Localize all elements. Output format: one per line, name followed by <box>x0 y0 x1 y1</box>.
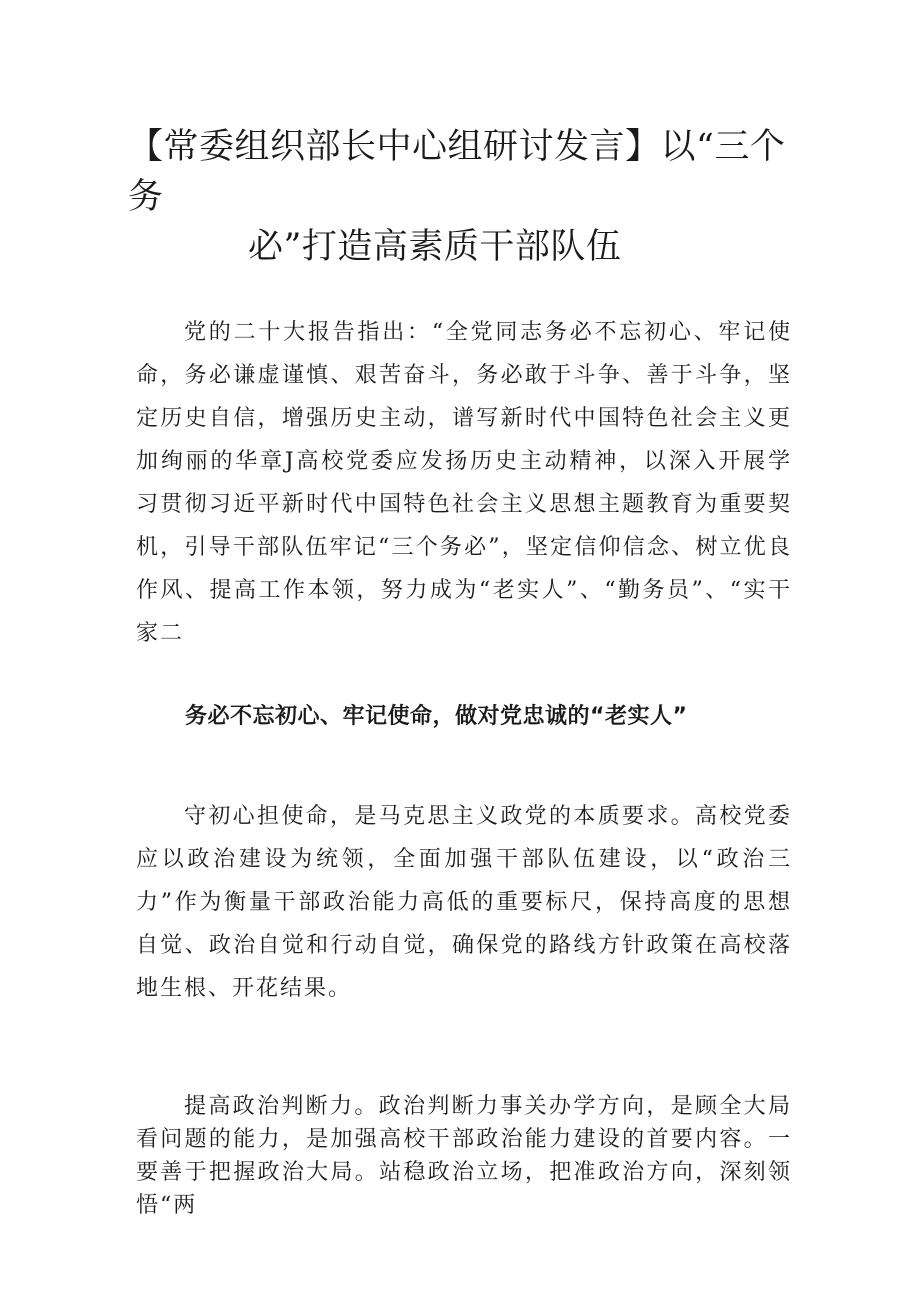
section-heading: 务必不忘初心、牢记使命，做对党忠诚的“老实人” <box>185 704 688 729</box>
document-title <box>128 122 808 272</box>
title-line-2: 必”打造高素质干部队伍 <box>248 227 622 267</box>
paragraph-intro: 党的二十大报告指出：“全党同志务必不忘初心、牢记使命，务必谦虚谨慎、艰苦奋斗，务必敢于斗争、善于斗争，坚定历史自信，增强历史主动，谱写新时代中国特色社会主义更加绚丽的华章J高校党委应发扬历史主动精神，以深入开展学习贯彻习近平新时代中国特色社会主义思想主题教育为重要契机，引导干部队伍牢记“三个务必”，坚定信仰信念、树立优良作风、提高工作本领，努力成为“老实人”、“勤务员”、“实干家二 <box>136 320 792 646</box>
paragraph-mission: 守初心担使命，是马克思主义政党的本质要求。高校党委应以政治建设为统领，全面加强干部队伍建设，以“政治三力”作为衡量干部政治能力高低的重要标尺，保持高度的思想自觉、政治自觉和行动自觉，确保党的路线方针政策在高校落地生根、开花结果。 <box>136 804 792 1001</box>
paragraph-political-judgment: 提高政治判断力。政治判断力事关办学方向，是顾全大局看问题的能力，是加强高校干部政治能力建设的首要内容。一要善于把握政治大局。站稳政治立场，把准政治方向，深刻领悟“两 <box>136 1094 792 1218</box>
title-line-1: 【常委组织部长中心组研讨发言】以“三个务 <box>128 127 786 217</box>
